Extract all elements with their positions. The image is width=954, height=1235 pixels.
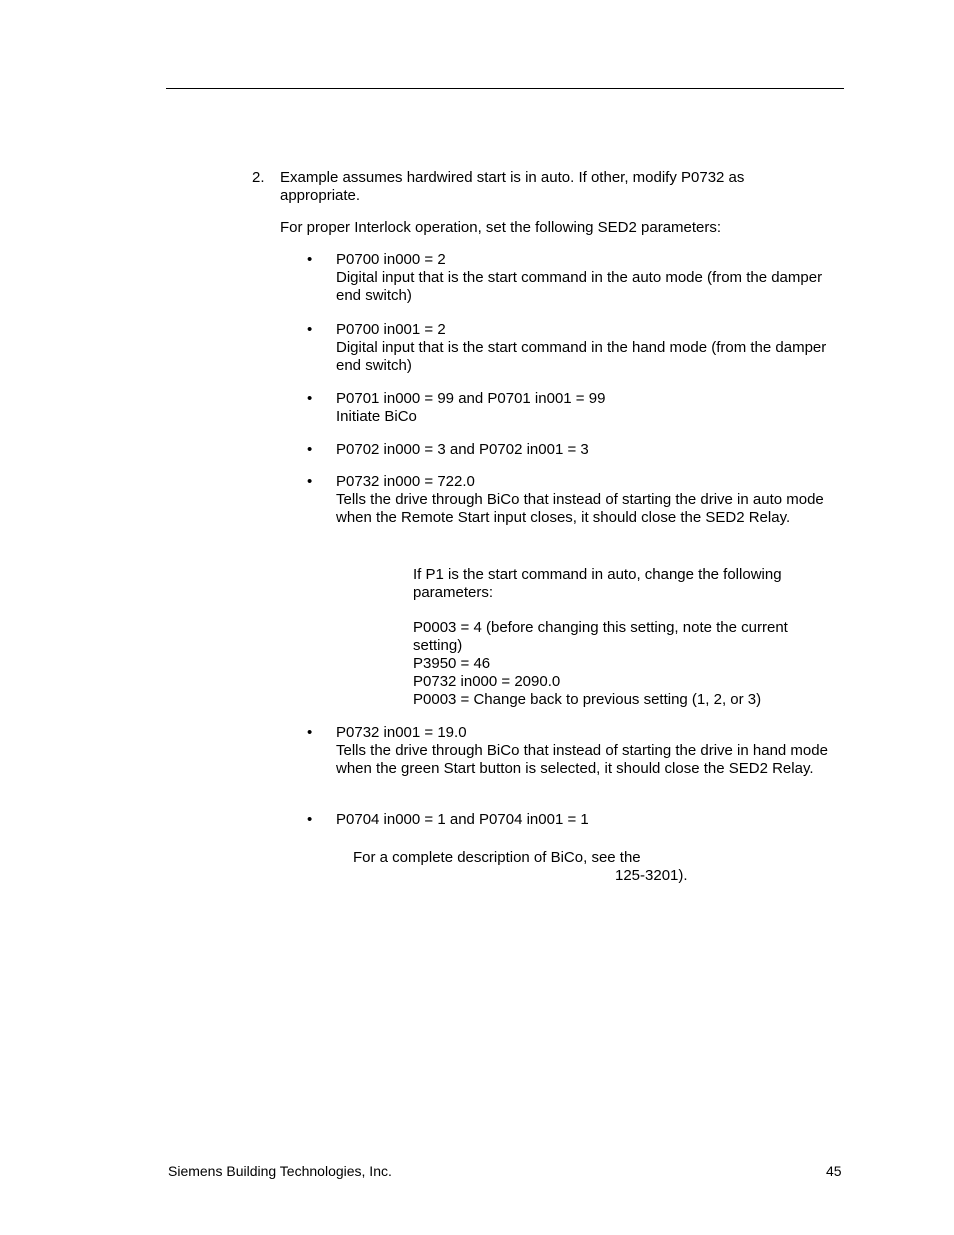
note-line: P0732 in000 = 2090.0 xyxy=(413,673,561,690)
list-item xyxy=(336,724,836,778)
parameter-code: P0700 in000 = 2 xyxy=(336,251,446,268)
parameter-code: P0732 in001 = 19.0 xyxy=(336,724,467,741)
note-line: P3950 = 46 xyxy=(413,655,491,672)
bullet-marker: • xyxy=(307,724,313,741)
parameter-code: P0732 in000 = 722.0 xyxy=(336,473,475,490)
parameter-code: P0700 in001 = 2 xyxy=(336,321,446,338)
parameter-code: P0702 in000 = 3 and P0702 in001 = 3 xyxy=(336,441,589,458)
header-rule xyxy=(166,88,844,89)
bullet-marker: • xyxy=(307,473,313,490)
parameter-description: Initiate BiCo xyxy=(336,408,417,425)
parameter-code: P0704 in000 = 1 and P0704 in001 = 1 xyxy=(336,811,589,828)
list-item xyxy=(336,441,836,459)
reference-tail: 125-3201). xyxy=(615,867,688,884)
intro-paragraph: For proper Interlock operation, set the following SED2 parameters: xyxy=(280,219,722,236)
footer-company: Siemens Building Technologies, Inc. xyxy=(168,1163,392,1179)
list-item xyxy=(336,811,836,829)
bullet-marker: • xyxy=(307,390,313,407)
step-number: 2. xyxy=(252,169,265,186)
list-item xyxy=(336,321,836,375)
parameter-description: Digital input that is the start command in the hand mode (from the damper end switch) xyxy=(336,339,827,374)
bullet-marker: • xyxy=(307,441,313,458)
bullet-marker: • xyxy=(307,811,313,828)
list-item xyxy=(336,251,836,305)
reference-text: For a complete description of BiCo, see the xyxy=(353,849,641,866)
note-line: P0003 = 4 (before changing this setting, note the current setting) xyxy=(413,619,788,654)
note-intro: If P1 is the start command in auto, change the following parameters: xyxy=(413,566,782,601)
parameter-code: P0701 in000 = 99 and P0701 in001 = 99 xyxy=(336,390,606,407)
list-item xyxy=(336,473,836,527)
note-block xyxy=(413,566,823,602)
bullet-marker: • xyxy=(307,321,313,338)
parameter-description: Tells the drive through BiCo that instead of starting the drive in auto mode when the Remote Start input closes, it should close the SED2 Relay. xyxy=(336,491,824,526)
page-number: 45 xyxy=(826,1163,842,1179)
note-line: P0003 = Change back to previous setting (1, 2, or 3) xyxy=(413,691,762,708)
list-item xyxy=(336,390,836,426)
note-settings xyxy=(413,619,823,709)
step-text: Example assumes hardwired start is in auto. If other, modify P0732 as appropriate. xyxy=(280,169,745,204)
parameter-description: Digital input that is the start command in the auto mode (from the damper end switch) xyxy=(336,269,823,304)
bullet-marker: • xyxy=(307,251,313,268)
parameter-description: Tells the drive through BiCo that instead of starting the drive in hand mode when the green Start button is selected, it should close the SED2 Relay. xyxy=(336,742,828,777)
